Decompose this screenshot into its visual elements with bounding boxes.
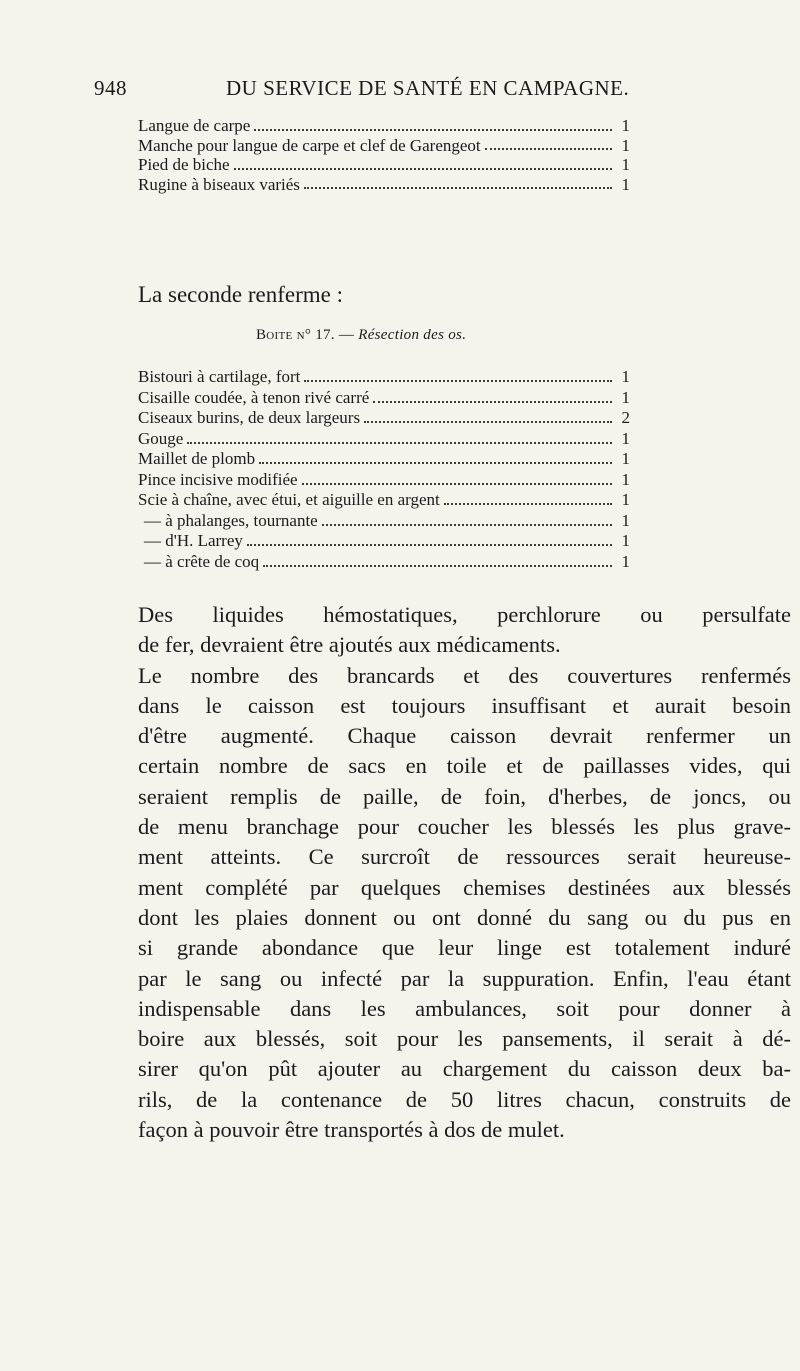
list-item: Pince incisive modifiée 1 (138, 469, 630, 489)
text-line: de menu branchage pour coucher les blessés les plus grave- (138, 814, 791, 840)
text-line: ment atteints. Ce surcroît de ressources serait heureuse- (138, 844, 791, 870)
text-line: dans le caisson est toujours insuffisant et aurait besoin (138, 692, 791, 718)
list-item: Manche pour langue de carpe et clef de Garengeot 1 (138, 135, 630, 155)
list-item: Gouge 1 (138, 428, 630, 448)
list-item: — à phalanges, tournante 1 (144, 510, 630, 530)
text-line: rils, de la contenance de 50 litres chacun, construits de (138, 1086, 791, 1112)
instrument-list-first (138, 116, 630, 194)
list-item: Maillet de plomb 1 (138, 449, 630, 468)
list-item: — d'H. Larrey 1 (144, 531, 630, 550)
text-line: certain nombre de sacs en toile et de paillasses vides, qui (138, 753, 791, 779)
list-item: — à crête de coq 1 (144, 551, 630, 571)
list-item: Bistouri à cartilage, fort 1 (138, 367, 630, 386)
text-line: Le nombre des brancards et des couvertures renfermés (138, 662, 791, 688)
text-line: façon à pouvoir être transportés à dos de mulet. (138, 1117, 565, 1143)
list-item: Cisaille coudée, à tenon rivé carré 1 (138, 387, 630, 407)
list-item: Ciseaux burins, de deux largeurs 2 (138, 408, 630, 427)
list-item: Rugine à biseaux variés 1 (138, 174, 630, 194)
box-title: Boite n° 17. — Résection des os. (256, 327, 467, 343)
text-line: sirer qu'on pût ajouter au chargement du caisson deux ba- (138, 1056, 791, 1082)
text-line: d'être augmenté. Chaque caisson devrait renfermer un (138, 723, 791, 749)
body-paragraphs (138, 600, 791, 1145)
instrument-list-second (138, 367, 630, 572)
box-subtitle: Résection des os. (358, 327, 467, 343)
text-line: seraient remplis de paille, de foin, d'herbes, de joncs, ou (138, 783, 791, 809)
list-item: Pied de biche 1 (138, 155, 630, 174)
list-item: Scie à chaîne, avec étui, et aiguille en argent 1 (138, 490, 630, 509)
text-line: dont les plaies donnent ou ont donné du sang ou du pus en (138, 904, 791, 930)
text-line: indispensable dans les ambulances, soit pour donner à (138, 995, 791, 1021)
text-line: boire aux blessés, soit pour les pansements, il serait à dé- (138, 1026, 791, 1052)
section-heading: La seconde renferme : (138, 282, 343, 307)
text-line: Des liquides hémostatiques, perchlorure ou persulfate (138, 602, 791, 627)
box-number: Boite n° 17. (256, 327, 335, 343)
text-line: ment complété par quelques chemises destinées aux blessés (138, 874, 791, 900)
list-item: Langue de carpe 1 (138, 116, 630, 135)
text-line: de fer, devraient être ajoutés aux médicaments. (138, 632, 561, 658)
page-number: 948 (94, 76, 127, 100)
text-line: par le sang ou infecté par la suppuration. Enfin, l'eau étant (138, 965, 791, 991)
text-line: si grande abondance que leur linge est totalement induré (138, 935, 791, 961)
running-title: DU SERVICE DE SANTÉ EN CAMPAGNE. (226, 76, 630, 100)
